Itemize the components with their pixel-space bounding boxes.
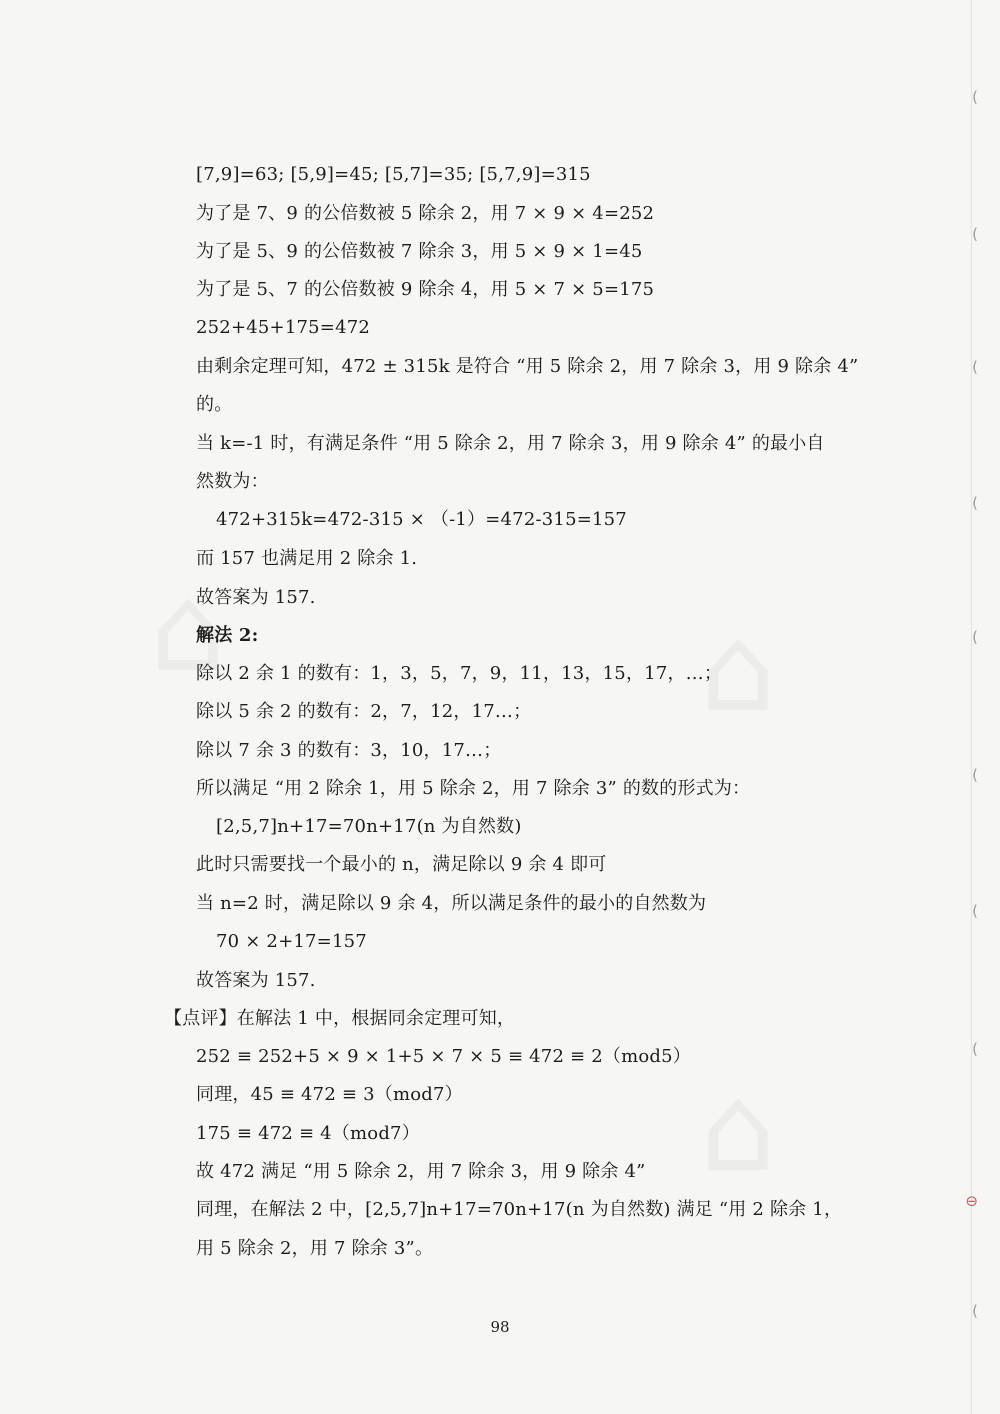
text-line: 为了是 5、9 的公倍数被 7 除余 3，用 5 × 9 × 1=45 (196, 241, 643, 262)
binding-hole-icon: ( (972, 1040, 978, 1058)
binding-hole-icon: ( (972, 628, 978, 646)
text-line: [7,9]=63; [5,9]=45; [5,7]=35; [5,7,9]=315 (196, 164, 591, 185)
text-line: 252+45+175=472 (196, 317, 371, 338)
binding-hole-icon: ( (972, 358, 978, 376)
text-line: 故答案为 157. (196, 587, 316, 608)
text-line: 除以 7 余 3 的数有：3，10，17…； (196, 740, 502, 761)
text-line: 用 5 除余 2，用 7 除余 3”。 (196, 1238, 434, 1259)
binding-hole-icon: ( (972, 225, 978, 243)
text-line: 由剩余定理可知，472 ± 315k 是符合 “用 5 除余 2，用 7 除余 3，用 9 除余 4” (196, 356, 859, 377)
text-line: 当 k=-1 时，有满足条件 “用 5 除余 2，用 7 除余 3，用 9 除余 4” 的最小自 (196, 433, 825, 454)
text-line: 然数为： (196, 471, 269, 492)
binding-hole-icon: ( (972, 88, 978, 106)
equation-line: 252 ≡ 252+5 × 9 × 1+5 × 7 × 5 ≡ 472 ≡ 2（mod5） (196, 1046, 691, 1067)
equation-line: 70 × 2+17=157 (216, 931, 367, 952)
equation-line: [2,5,7]n+17=70n+17(n 为自然数) (216, 816, 522, 837)
text-line: 此时只需要找一个最小的 n，满足除以 9 余 4 即可 (196, 854, 607, 875)
binding-hole-icon: ( (972, 494, 978, 512)
text-line: 同理，在解法 2 中，[2,5,7]n+17=70n+17(n 为自然数) 满足 “用 2 除余 1， (196, 1199, 843, 1220)
text-line: 除以 5 余 2 的数有：2，7，12，17…； (196, 701, 532, 722)
text-line: 故答案为 157. (196, 970, 316, 991)
binding-hole-icon: ⊖ (965, 1192, 978, 1210)
comment-line: 【点评】在解法 1 中，根据同余定理可知， (164, 1008, 516, 1029)
equation-line: 同理，45 ≡ 472 ≡ 3（mod7） (196, 1084, 463, 1105)
section-heading: 解法 2: (196, 625, 259, 646)
watermark-glyph (700, 1060, 776, 1199)
text-line: 除以 2 余 1 的数有：1，3，5，7，9，11，13，15，17，…； (196, 663, 723, 684)
text-line: 而 157 也满足用 2 除余 1. (196, 548, 418, 569)
text-line: 故 472 满足 “用 5 除余 2，用 7 除余 3，用 9 除余 4” (196, 1161, 646, 1182)
page-number: 98 (490, 1318, 510, 1336)
text-line: 的。 (196, 394, 233, 415)
text-line: 所以满足 “用 2 除余 1，用 5 除余 2，用 7 除余 3” 的数的形式为： (196, 778, 751, 799)
binding-hole-icon: ( (972, 766, 978, 784)
equation-line: 472+315k=472-315 × （-1）=472-315=157 (216, 509, 627, 530)
equation-line: 175 ≡ 472 ≡ 4（mod7） (196, 1123, 420, 1144)
binding-hole-icon: ( (972, 902, 978, 920)
binding-hole-icon: ( (972, 1302, 978, 1320)
text-line: 当 n=2 时，满足除以 9 余 4，所以满足条件的最小的自然数为 (196, 893, 707, 914)
text-line: 为了是 5、7 的公倍数被 9 除余 4，用 5 × 7 × 5=175 (196, 279, 655, 300)
text-line: 为了是 7、9 的公倍数被 5 除余 2，用 7 × 9 × 4=252 (196, 203, 655, 224)
